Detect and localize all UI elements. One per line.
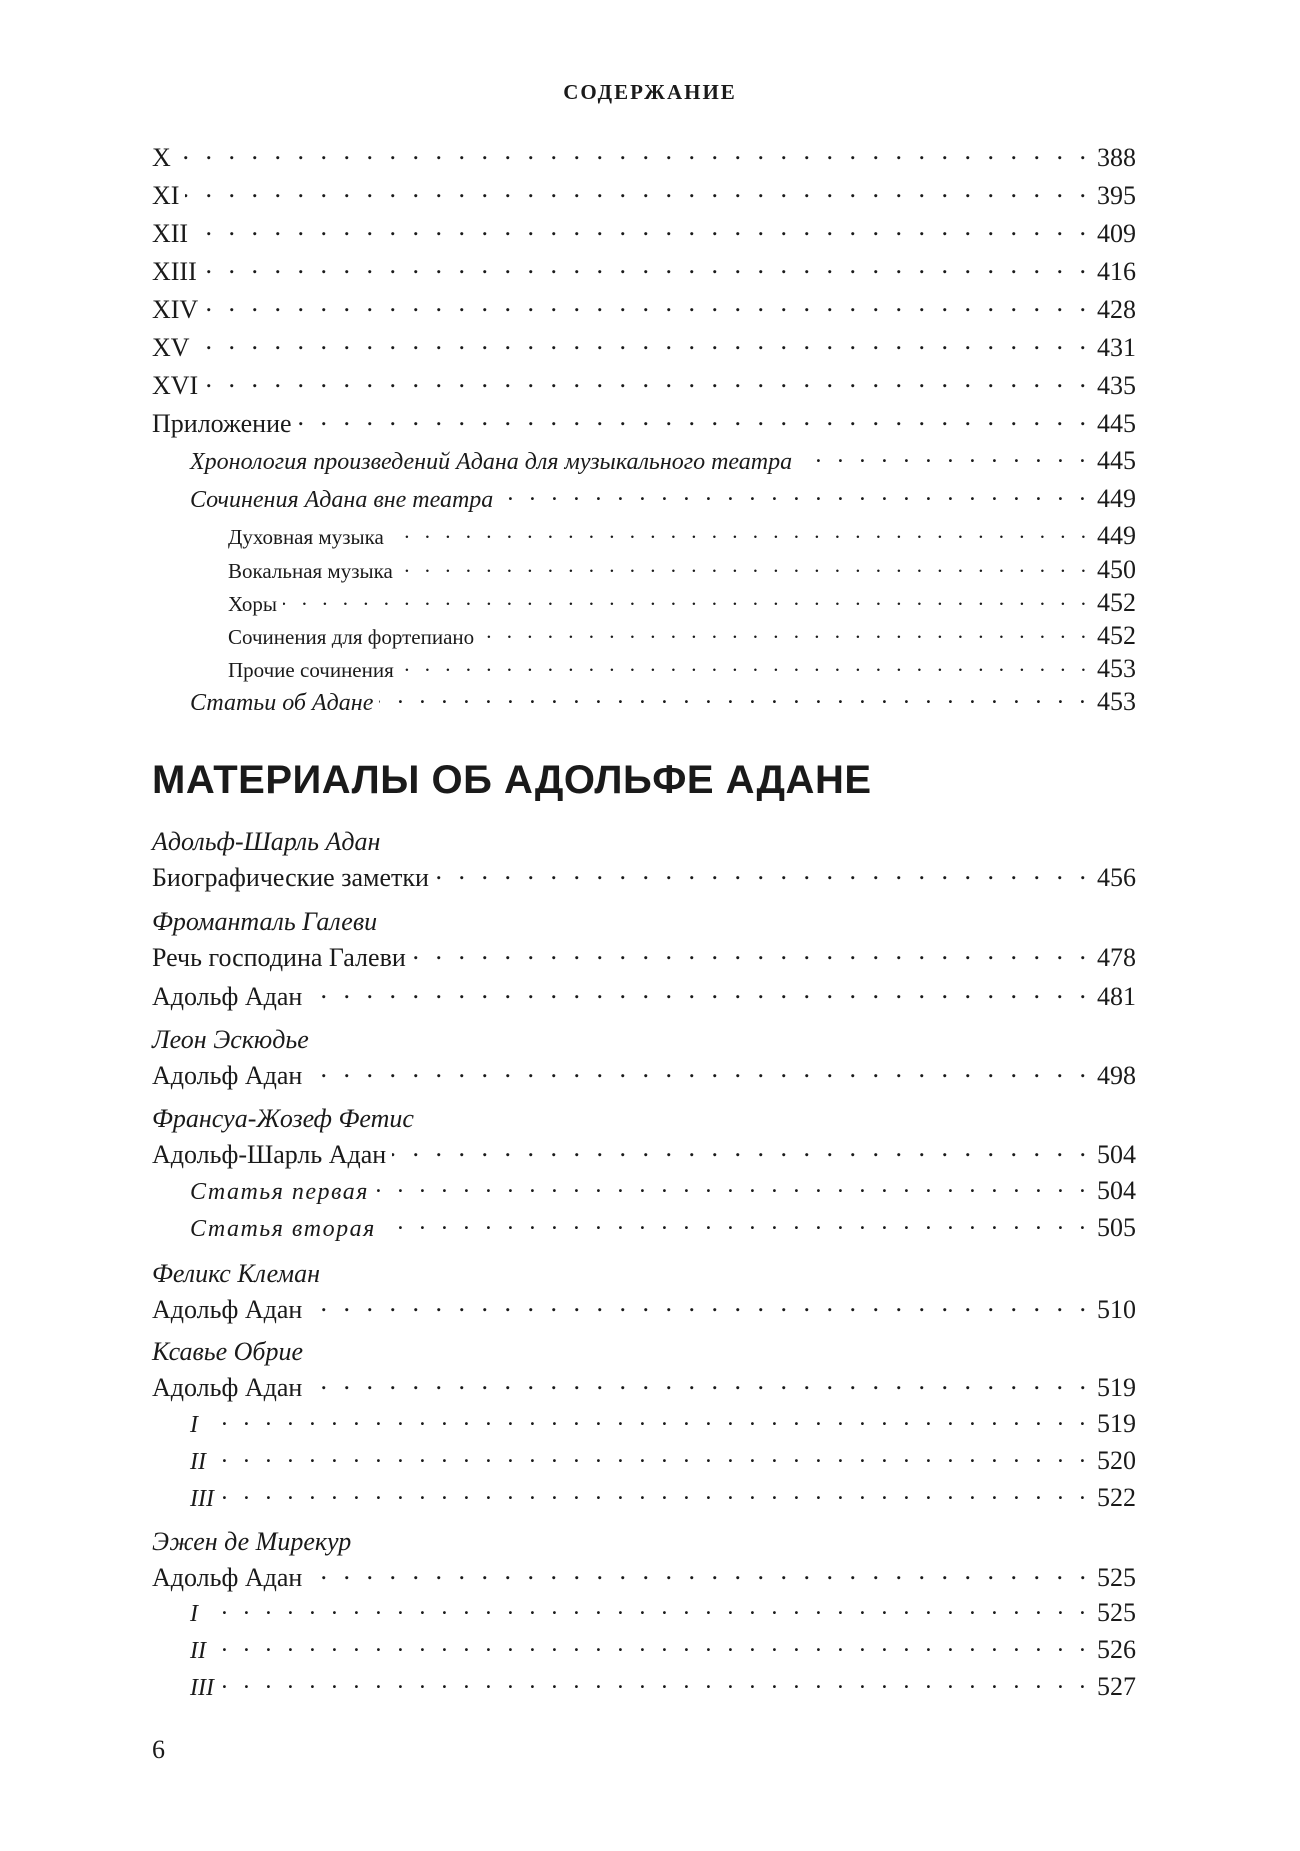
- toc-entry[interactable]: [152, 588, 1136, 618]
- dot-leader: [480, 623, 1091, 644]
- toc-entry-page: 527: [1097, 1672, 1136, 1701]
- toc-entry-label: Речь господина Галеви: [152, 943, 406, 972]
- toc-entry[interactable]: [152, 1671, 1136, 1702]
- dot-leader: [308, 1292, 1091, 1318]
- toc-entry[interactable]: [152, 940, 1136, 973]
- dot-leader: [382, 1212, 1091, 1236]
- dot-leader: [412, 940, 1091, 966]
- toc-entry-page: 416: [1097, 257, 1136, 286]
- dot-leader: [283, 590, 1091, 611]
- dot-leader: [220, 1671, 1091, 1695]
- toc-entry[interactable]: [152, 1058, 1136, 1091]
- toc-entry-label: XI: [152, 181, 180, 210]
- toc-entry[interactable]: [152, 621, 1136, 651]
- toc-entry-page: 453: [1097, 654, 1136, 683]
- toc-entry[interactable]: [152, 445, 1136, 476]
- toc-entry-label: Прочие сочинения: [228, 658, 394, 682]
- toc-entry-page: 449: [1097, 484, 1136, 513]
- dot-leader: [204, 368, 1091, 394]
- dot-leader: [185, 178, 1091, 204]
- dot-leader: [400, 656, 1091, 677]
- toc-entry[interactable]: [152, 1560, 1136, 1593]
- toc-entry-label: I: [190, 1601, 198, 1627]
- toc-entry[interactable]: [152, 406, 1136, 439]
- toc-entry-page: 445: [1097, 409, 1136, 438]
- dot-leader: [399, 557, 1091, 578]
- toc-entry-page: 388: [1097, 143, 1136, 172]
- toc-entry-label: Статья вторая: [190, 1216, 376, 1242]
- page-number: 6: [152, 1735, 165, 1764]
- running-head: СОДЕРЖАНИЕ: [563, 80, 737, 104]
- toc-entry-page: 449: [1097, 521, 1136, 550]
- toc-entry[interactable]: [152, 1370, 1136, 1403]
- author-name: Ксавье Обрие: [152, 1337, 304, 1366]
- toc-entry-label: Адольф-Шарль Адан: [152, 1140, 387, 1169]
- toc-entry-page: 409: [1097, 219, 1136, 248]
- toc-entry-label: Адольф Адан: [152, 982, 303, 1011]
- author-name: Леон Эскюдье: [152, 1025, 309, 1054]
- dot-leader: [375, 1175, 1091, 1199]
- author-name: Феликс Клеман: [152, 1259, 320, 1288]
- toc-entry-label: Статьи об Адане: [190, 690, 374, 716]
- dot-leader: [212, 1634, 1091, 1658]
- dot-leader: [308, 1370, 1091, 1396]
- toc-entry-page: 504: [1097, 1140, 1136, 1169]
- toc-entry[interactable]: [152, 1597, 1136, 1628]
- toc-entry-label: XV: [152, 333, 190, 362]
- toc-entry-page: 453: [1097, 687, 1136, 716]
- toc-entry-page: 505: [1097, 1213, 1136, 1242]
- dot-leader: [390, 523, 1091, 544]
- toc-entry-label: XVI: [152, 371, 199, 400]
- dot-leader: [298, 406, 1091, 432]
- toc-entry-label: Хронология произведений Адана для музыкального театра: [190, 449, 793, 475]
- toc-entry-page: 450: [1097, 555, 1136, 584]
- toc-entry-page: 519: [1097, 1409, 1136, 1438]
- toc-entry[interactable]: [152, 1482, 1136, 1513]
- toc-entry-label: XIV: [152, 295, 199, 324]
- author-name: Адольф-Шарль Адан: [152, 827, 381, 856]
- toc-entry-page: 431: [1097, 333, 1136, 362]
- toc-entry[interactable]: [152, 1212, 1136, 1243]
- dot-leader: [308, 1560, 1091, 1586]
- dot-leader: [392, 1137, 1091, 1163]
- toc-entry[interactable]: [152, 1445, 1136, 1476]
- toc-entry[interactable]: [152, 254, 1136, 287]
- dot-leader: [798, 445, 1091, 469]
- dot-leader: [435, 860, 1091, 886]
- toc-entry-page: 445: [1097, 446, 1136, 475]
- dot-leader: [204, 1408, 1091, 1432]
- toc-entry-page: 435: [1097, 371, 1136, 400]
- toc-entry-label: Хоры: [228, 592, 277, 616]
- toc-entry[interactable]: [152, 521, 1136, 551]
- toc-entry-page: 525: [1097, 1598, 1136, 1627]
- toc-entry-label: II: [190, 1449, 206, 1475]
- toc-entry-page: 498: [1097, 1061, 1136, 1090]
- toc-entry-label: Адольф Адан: [152, 1563, 303, 1592]
- toc-entry-page: 510: [1097, 1295, 1136, 1324]
- dot-leader: [204, 1597, 1091, 1621]
- toc-entry-page: 504: [1097, 1176, 1136, 1205]
- toc-entry-label: Духовная музыка: [228, 525, 384, 549]
- dot-leader: [177, 140, 1091, 166]
- toc-entry-label: Сочинения для фортепиано: [228, 625, 475, 649]
- toc-entry-label: III: [190, 1486, 214, 1512]
- toc-entry[interactable]: [152, 555, 1136, 585]
- toc-entry[interactable]: [152, 483, 1136, 514]
- toc-entry-page: 526: [1097, 1635, 1136, 1664]
- toc-entry[interactable]: [152, 178, 1136, 211]
- dot-leader: [308, 1058, 1091, 1084]
- toc-entry[interactable]: [152, 1292, 1136, 1325]
- dot-leader: [379, 686, 1091, 710]
- toc-entry-page: 452: [1097, 588, 1136, 617]
- toc-entry[interactable]: [152, 330, 1136, 363]
- section-title: МАТЕРИАЛЫ ОБ АДОЛЬФЕ АДАНЕ: [152, 758, 872, 802]
- toc-entry[interactable]: [152, 979, 1136, 1012]
- toc-entry-label: XII: [152, 219, 189, 248]
- toc-entry[interactable]: [152, 1175, 1136, 1206]
- author-name: Фроманталь Галеви: [152, 907, 378, 936]
- author-name: Франсуа-Жозеф Фетис: [152, 1104, 414, 1133]
- toc-entry-label: Адольф Адан: [152, 1061, 303, 1090]
- toc-entry-label: III: [190, 1675, 214, 1701]
- dot-leader: [499, 483, 1091, 507]
- toc-entry-page: 456: [1097, 863, 1136, 892]
- toc-entry-page: 481: [1097, 982, 1136, 1011]
- toc-entry-page: 428: [1097, 295, 1136, 324]
- toc-entry[interactable]: [152, 1634, 1136, 1665]
- toc-entry-label: XIII: [152, 257, 197, 286]
- dot-leader: [308, 979, 1091, 1005]
- toc-entry-page: 452: [1097, 621, 1136, 650]
- toc-entry-label: X: [152, 143, 171, 172]
- toc-entry-page: 520: [1097, 1446, 1136, 1475]
- dot-leader: [220, 1482, 1091, 1506]
- dot-leader: [194, 216, 1091, 242]
- toc-entry-page: 522: [1097, 1483, 1136, 1512]
- dot-leader: [204, 292, 1091, 318]
- toc-entry-label: Адольф Адан: [152, 1373, 303, 1402]
- toc-entry[interactable]: [152, 292, 1136, 325]
- toc-entry[interactable]: [152, 654, 1136, 684]
- toc-entry-label: Сочинения Адана вне театра: [190, 487, 494, 513]
- toc-entry-label: Вокальная музыка: [228, 559, 393, 583]
- dot-leader: [196, 330, 1091, 356]
- toc-entry-label: Биографические заметки: [152, 863, 429, 892]
- toc-entry-page: 395: [1097, 181, 1136, 210]
- toc-entry-label: Адольф Адан: [152, 1295, 303, 1324]
- toc-entry-page: 525: [1097, 1563, 1136, 1592]
- toc-entry[interactable]: [152, 140, 1136, 173]
- toc-entry-label: II: [190, 1638, 206, 1664]
- toc-entry[interactable]: [152, 686, 1136, 717]
- toc-entry-page: 478: [1097, 943, 1136, 972]
- dot-leader: [203, 254, 1091, 280]
- toc-entry-label: I: [190, 1412, 198, 1438]
- dot-leader: [212, 1445, 1091, 1469]
- toc-entry-label: Статья первая: [190, 1179, 369, 1205]
- toc-entry[interactable]: [152, 1137, 1136, 1170]
- toc-entry[interactable]: [152, 1408, 1136, 1439]
- toc-entry[interactable]: [152, 368, 1136, 401]
- toc-entry-label: Приложение: [152, 409, 292, 438]
- toc-entry[interactable]: [152, 216, 1136, 249]
- toc-entry-page: 519: [1097, 1373, 1136, 1402]
- toc-entry[interactable]: [152, 860, 1136, 893]
- author-name: Эжен де Мирекур: [152, 1527, 352, 1556]
